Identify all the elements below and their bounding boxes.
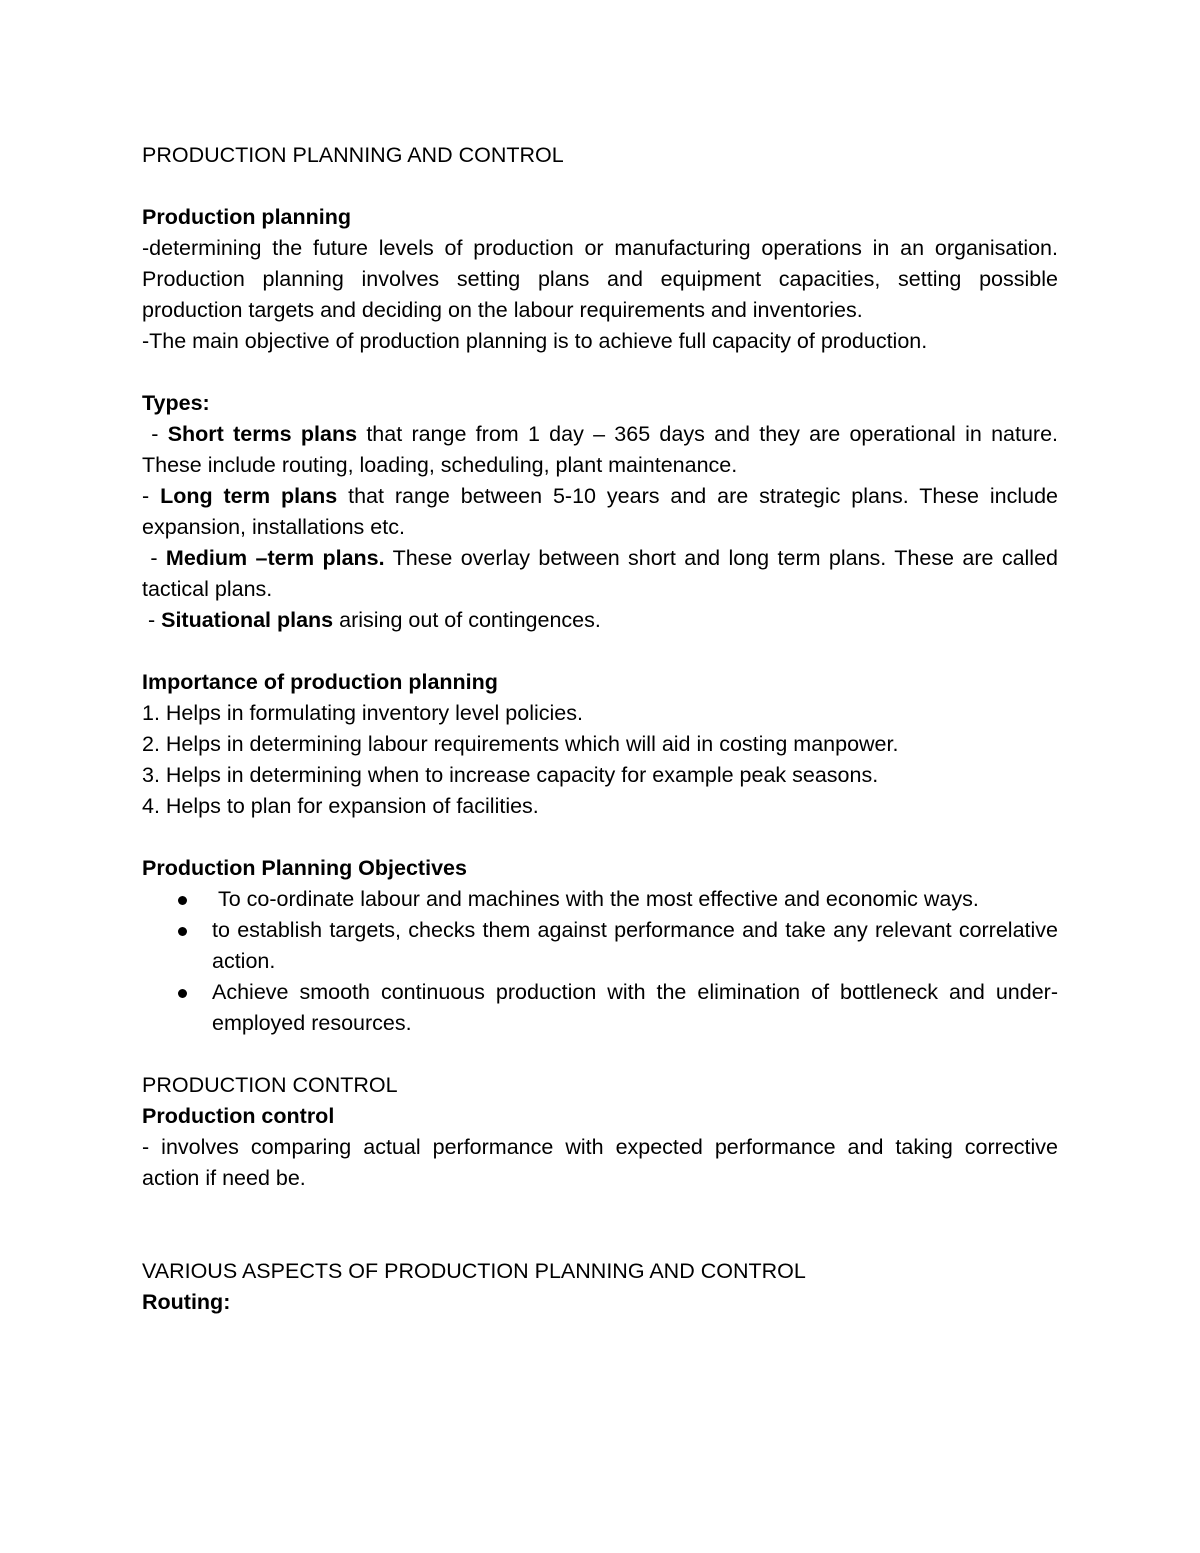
aspects-section-title: VARIOUS ASPECTS OF PRODUCTION PLANNING AND CONTROL [142,1259,806,1283]
spacer [142,1194,1058,1225]
bullet-icon [178,989,187,998]
production-planning-definition: -determining the future levels of production or manufacturing operations in an organisation. Production planning involves setting plans and equipment capacities, setting possible production targets and deciding on the labour requirements and inventories. [142,236,1058,322]
routing-heading: Routing: [142,1290,231,1314]
production-control-definition: - involves comparing actual performance with expected performance and taking corrective action if need be. [142,1135,1058,1190]
type-term: Short terms plans [167,422,358,446]
types-heading: Types: [142,391,210,415]
spacer [142,822,1058,853]
type-item: - Situational plans arising out of contingences. [142,608,601,632]
bullet-icon [178,927,187,936]
objectives-list [142,884,1058,1039]
type-term: Long term plans [160,484,338,508]
list-item: 2. Helps in determining labour requirements which will aid in costing manpower. [142,732,899,756]
type-term: Situational plans [161,608,334,632]
type-item: - Short terms plans that range from 1 day – 365 days and they are operational in nature. These include routing, loading, scheduling, plant maintenance. [142,422,1059,477]
list-item: 3. Helps in determining when to increase capacity for example peak seasons. [142,763,879,787]
production-planning-objective: -The main objective of production planning is to achieve full capacity of production. [142,329,928,353]
importance-list [142,698,1058,822]
type-term: Medium –term plans. [165,546,385,570]
spacer [142,171,1058,202]
list-item: to establish targets, checks them against performance and take any relevant correlative action. [142,915,1058,977]
production-control-heading: Production control [142,1104,335,1128]
list-item: 1. Helps in formulating inventory level policies. [142,701,583,725]
production-planning-heading: Production planning [142,205,352,229]
spacer [142,636,1058,667]
spacer [142,1225,1058,1256]
spacer [142,357,1058,388]
spacer [142,1039,1058,1070]
objectives-heading: Production Planning Objectives [142,856,467,880]
type-item: - Medium –term plans. These overlay between short and long term plans. These are called tactical plans. [142,546,1059,601]
bullet-icon [178,896,187,905]
list-item: To co-ordinate labour and machines with the most effective and economic ways. [142,884,1058,915]
type-item: - Long term plans that range between 5-10 years and are strategic plans. These include expansion, installations etc. [142,484,1058,539]
document-title: PRODUCTION PLANNING AND CONTROL [142,143,564,167]
production-control-section-title: PRODUCTION CONTROL [142,1073,398,1097]
list-item: 4. Helps to plan for expansion of facilities. [142,794,539,818]
list-item: Achieve smooth continuous production with the elimination of bottleneck and under-employed resources. [142,977,1058,1039]
importance-heading: Importance of production planning [142,670,498,694]
